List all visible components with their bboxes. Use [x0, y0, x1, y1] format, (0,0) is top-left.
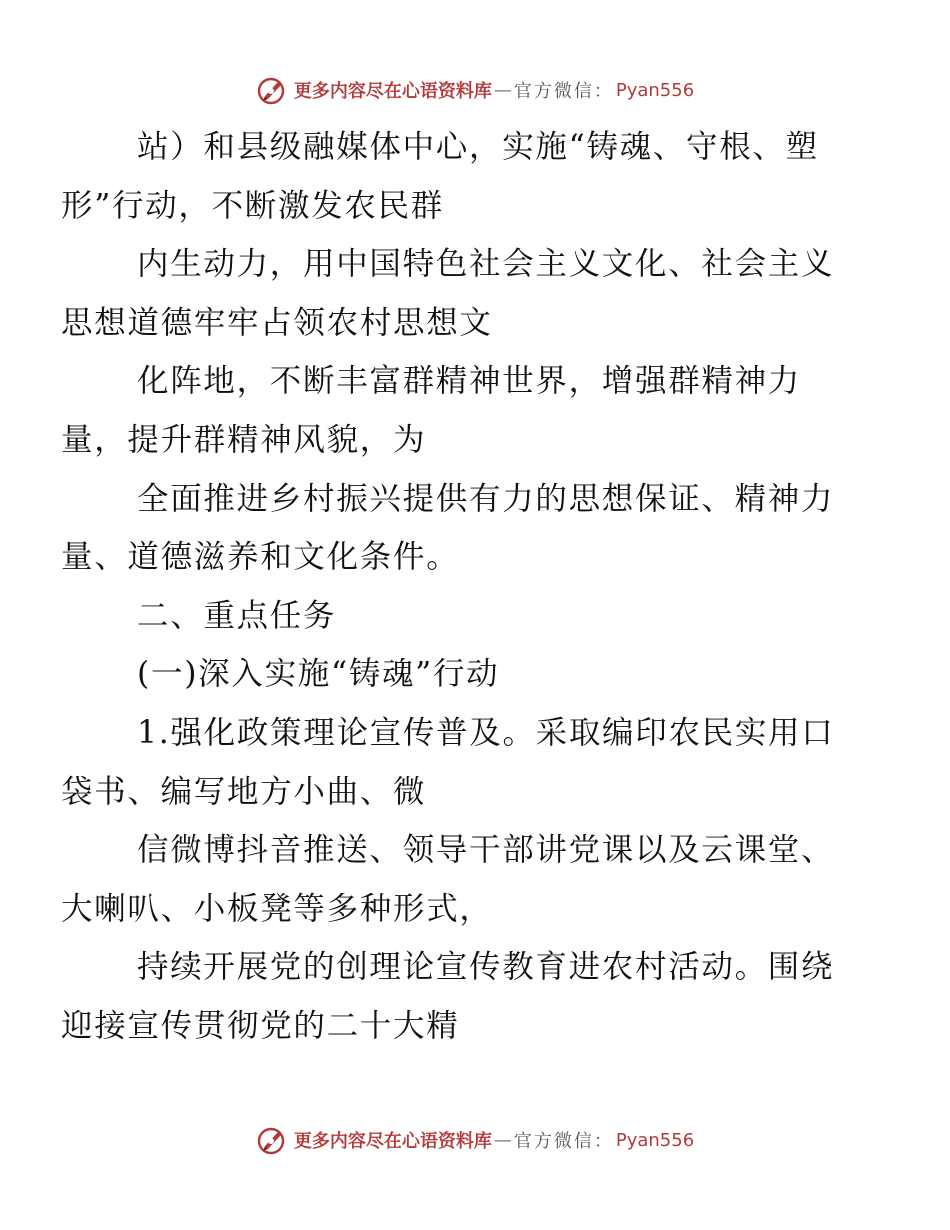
- pen-logo-icon: [256, 1124, 288, 1156]
- document-body: [61, 118, 859, 1056]
- text-line: 二、重点任务: [137, 597, 337, 634]
- text-line: 信微博抖音推送、领导干部讲党课以及云课堂、: [137, 832, 835, 869]
- watermark-official-label: 官方微信：: [513, 81, 614, 102]
- text-line: 迎接宣传贯彻党的二十大精: [61, 1007, 460, 1044]
- watermark-dash: —: [493, 79, 512, 101]
- watermark-official-label: 官方微信：: [513, 1131, 614, 1152]
- subsection-heading: [99, 645, 859, 704]
- watermark-dash: —: [493, 1129, 512, 1151]
- watermark-brand-text: 更多内容尽在心语资料库: [293, 81, 492, 102]
- text-line: 持续开展党的创理论宣传教育进农村活动。围绕: [137, 949, 835, 986]
- text-line: 袋书、编写地方小曲、微: [61, 773, 427, 810]
- text-line: 形”行动，不断激发农民群: [61, 187, 445, 224]
- paragraph: [61, 352, 859, 469]
- text-line: 1.强化政策理论宣传普及。采取编印农民实用口: [137, 714, 835, 751]
- paragraph: [61, 235, 859, 352]
- text-line: 思想道德牢牢占领农村思想文: [61, 304, 493, 341]
- paragraph: [61, 704, 859, 821]
- header-watermark: [0, 70, 950, 110]
- text-line: 量，提升群精神风貌，为: [61, 421, 427, 458]
- text-line: 全面推进乡村振兴提供有力的思想保证、精神力: [137, 480, 835, 517]
- text-line: 站）和县级融媒体中心，实施“铸魂、守根、塑: [137, 129, 819, 165]
- paragraph: [61, 938, 859, 1055]
- paragraph: [61, 118, 859, 235]
- section-heading: [99, 587, 859, 646]
- text-line: 大喇叭、小板凳等多种形式，: [61, 890, 493, 927]
- footer-watermark: [0, 1120, 950, 1160]
- paragraph: [61, 470, 859, 587]
- text-line: 内生动力，用中国特色社会主义文化、社会主义: [137, 246, 835, 283]
- text-line: (一)深入实施“铸魂”行动: [137, 656, 500, 693]
- paragraph: [61, 821, 859, 938]
- watermark-account-id: Pyan556: [615, 1129, 695, 1151]
- pen-logo-icon: [256, 74, 288, 106]
- watermark-account-id: Pyan556: [615, 79, 695, 101]
- watermark-brand-text: 更多内容尽在心语资料库: [293, 1131, 492, 1152]
- text-line: 化阵地，不断丰富群精神世界，增强群精神力: [137, 363, 802, 400]
- text-line: 量、道德滋养和文化条件。: [61, 539, 460, 576]
